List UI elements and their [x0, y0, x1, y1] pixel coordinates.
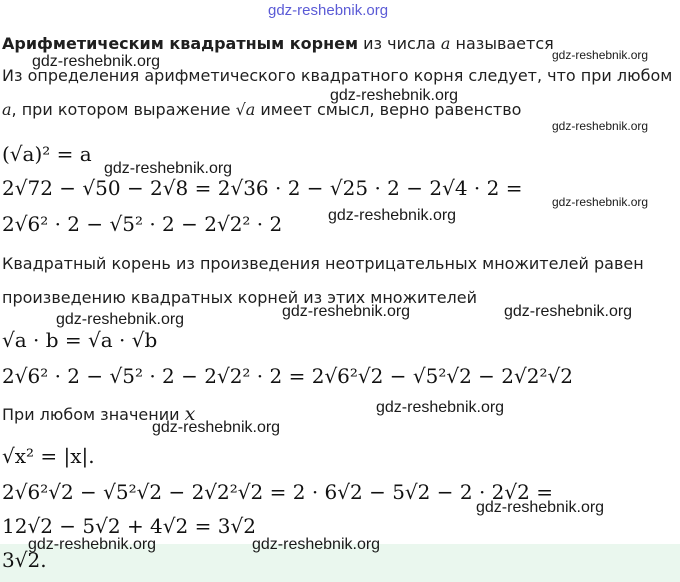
variable-a-2: a — [2, 100, 12, 119]
definition-line-1 — [2, 34, 554, 53]
variable-x: x — [184, 403, 196, 425]
variable-a: a — [440, 34, 451, 53]
watermark: gdz-reshebnik.org — [504, 303, 633, 320]
equation-step-2: 2√6² · 2 − √5² · 2 − 2√2² · 2 — [2, 212, 283, 236]
line3-end: имеет смысл, верно равенство — [255, 100, 522, 119]
product-rule-equation: √a · b = √a · √b — [2, 328, 158, 352]
watermark: gdz-reshebnik.org — [104, 160, 233, 177]
definition-line-2: Из определения арифметического квадратного корня следует, что при любом — [2, 66, 673, 85]
rule-line-2: произведению квадратных корней из этих множителей — [2, 288, 478, 307]
equation-step-4: 2√6²√2 − √5²√2 − 2√2²√2 = 2 · 6√2 − 5√2 − 2 · 2√2 = — [2, 480, 553, 504]
absolute-value-rule: √x² = |x|. — [2, 444, 95, 468]
watermark: gdz-reshebnik.org — [330, 87, 459, 104]
watermark: gdz-reshebnik.org — [328, 207, 457, 224]
sqrt-a-inline: √a — [235, 100, 256, 119]
watermark: gdz-reshebnik.org — [252, 536, 381, 553]
watermark: gdz-reshebnik.org — [476, 499, 605, 516]
equation-step-1: 2√72 − √50 − 2√8 = 2√36 · 2 − √25 · 2 − 2√4 · 2 = — [2, 176, 523, 200]
equation-step-5: 12√2 − 5√2 + 4√2 = 3√2 — [2, 514, 256, 538]
defined-term: Арифметическим квадратным корнем — [2, 34, 359, 53]
rule-line-1: Квадратный корень из произведения неотрицательных множителей равен — [2, 254, 644, 273]
watermark: gdz-reshebnik.org — [56, 311, 185, 328]
watermark: gdz-reshebnik.org — [552, 48, 649, 62]
watermark: gdz-reshebnik.org — [552, 195, 649, 209]
any-x-text: При любом значении — [2, 405, 185, 424]
watermark: gdz-reshebnik.org — [282, 303, 411, 320]
watermark: gdz-reshebnik.org — [376, 399, 505, 416]
definition-tail: из числа — [358, 34, 441, 53]
final-answer: 3√2. — [2, 548, 47, 572]
watermark: gdz-reshebnik.org — [28, 536, 157, 553]
identity-equation: (√a)² = a — [2, 142, 92, 166]
line3-mid: , при котором выражение — [11, 100, 236, 119]
watermark-top: gdz-reshebnik.org — [268, 2, 389, 19]
watermark: gdz-reshebnik.org — [552, 119, 649, 133]
watermark: gdz-reshebnik.org — [32, 53, 161, 70]
watermark: gdz-reshebnik.org — [152, 419, 281, 436]
definition-end: называется — [450, 34, 554, 53]
equation-step-3: 2√6² · 2 − √5² · 2 − 2√2² · 2 = 2√6²√2 − √5²√2 − 2√2²√2 — [2, 364, 573, 388]
